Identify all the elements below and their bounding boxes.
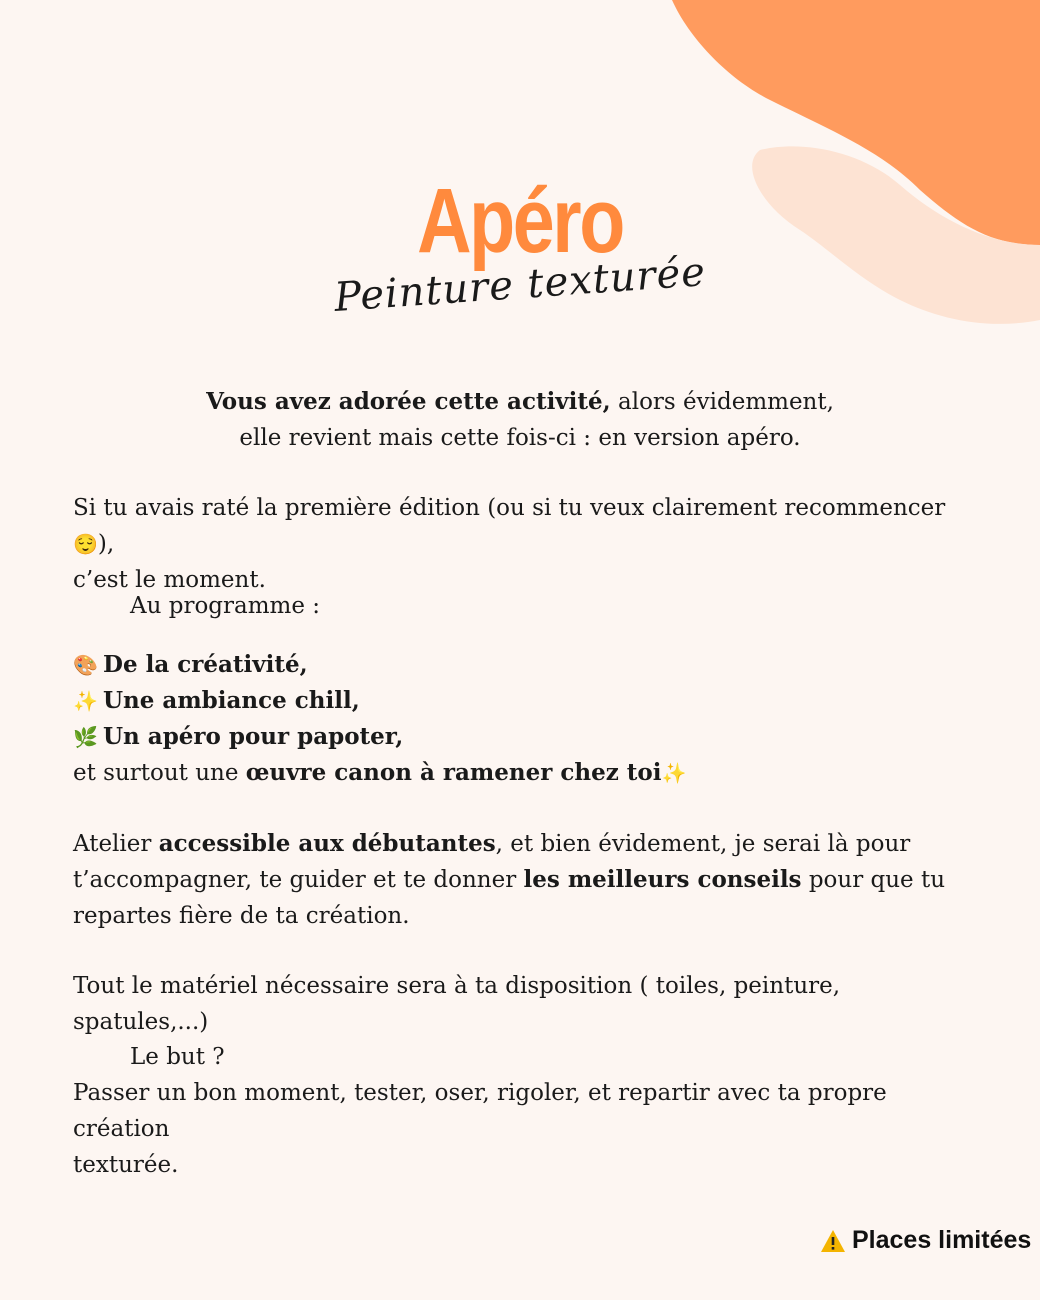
programme-item [73, 719, 973, 755]
page-title: Apéro [417, 170, 623, 272]
relieved-face-icon: 😌 [73, 532, 98, 556]
programme-last-bold: œuvre canon à ramener chez toi [245, 759, 662, 786]
programme-list [73, 647, 973, 791]
para1-line2: c’est le moment. [73, 567, 266, 593]
programme-last-item [73, 755, 973, 791]
programme-item-text: De la créativité, [103, 651, 308, 678]
intro-paragraph [0, 384, 1040, 456]
para2-g: repartes fière de ta création. [73, 903, 410, 929]
herb-icon: 🌿 [73, 725, 98, 749]
para2-bold-1: accessible aux débutantes [158, 830, 496, 857]
programme-heading: Au programme : [130, 593, 321, 619]
footer-text: Places limitées [852, 1226, 1032, 1254]
goal-line2: texturée. [73, 1152, 179, 1178]
programme-item-text: Une ambiance chill, [103, 687, 360, 714]
para2-c: , et bien évidement, je serai là pour [495, 831, 911, 857]
intro-rest: alors évidemment, [610, 389, 834, 415]
para2-a: Atelier [73, 831, 159, 857]
para1-line1: Si tu avais raté la première édition (ou si tu veux clairement recommencer [73, 495, 946, 521]
intro-bold: Vous avez adorée cette activité, [206, 388, 611, 415]
para2-f: pour que tu [801, 867, 946, 893]
palette-icon: 🎨 [73, 653, 98, 677]
warning-icon [820, 1229, 846, 1253]
intro-line2: elle revient mais cette fois-ci : en version apéro. [239, 425, 801, 451]
sparkles-icon: ✨ [73, 689, 98, 713]
programme-item-text: Un apéro pour papoter, [103, 723, 404, 750]
page-subtitle: Peinture texturée [332, 249, 708, 321]
material-paragraph: Tout le matériel nécessaire sera à ta disposition ( toiles, peinture, spatules,...) [73, 973, 841, 1035]
sparkles-icon: ✨ [661, 761, 687, 785]
programme-item [73, 683, 973, 719]
para2-bold-2: les meilleurs conseils [523, 866, 802, 893]
programme-item [73, 647, 973, 683]
goal-line1: Passer un bon moment, tester, oser, rigoler, et repartir avec ta propre création [73, 1080, 887, 1142]
workshop-paragraph [73, 826, 973, 934]
goal-heading: Le but ? [130, 1044, 225, 1070]
para1-line1-end: ), [97, 531, 115, 557]
para2-d: t’accompagner, te guider et te donner [73, 867, 524, 893]
programme-last-pre: et surtout une [73, 760, 246, 786]
programme-section [73, 588, 973, 624]
limited-places-notice [820, 1226, 1031, 1255]
first-edition-paragraph [73, 490, 973, 598]
goal-section [73, 1039, 973, 1183]
